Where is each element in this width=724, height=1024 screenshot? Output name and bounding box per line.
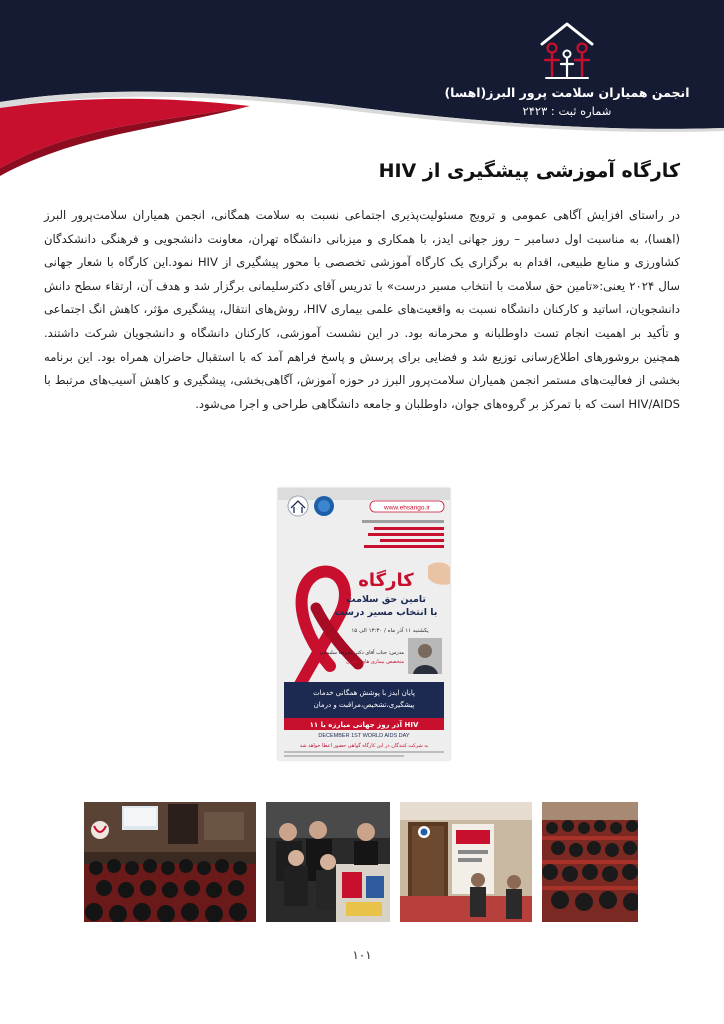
organization-logo-icon <box>534 20 600 82</box>
photo-audience <box>84 802 256 922</box>
poster-website: www.ehsango.ir <box>384 504 430 512</box>
body-paragraph: در راستای افزایش آگاهی عمومی و ترویج مسئولیت‌پذیری اجتماعی نسبت به سلامت همگانی، انجمن همیاران سلامت‌پرور البرز (اهسا)، به مناسبت اول دسامبر – روز جهانی ایدز، با همکاری و میزبانی دانشگاه تهران، معاونت دانشجویی و فرهنگی دانشکدگان کشاورزی و منابع طبیعی، اقدام به برگزاری یک کارگاه آموزشی تخصصی با محور پیشگیری از HIV نمود.این کارگاه با شعار جهانی سال ۲۰۲۴ یعنی:«تامین حق سلامت با انتخاب مسیر درست» با تدریس آقای دکترسلیمانی برگزار شد و هدف آن، ارتقاء سطح دانش دانشجویان، اساتید و کارکنان دانشگاه نسبت به واقعیت‌های علمی بیماری HIV، روش‌های انتقال، پیشگیری مؤثر، کاهش انگ اجتماعی و تأکید بر اهمیت انجام تست داوطلبانه و محرمانه بود. در این نشست آموزشی، کارکنان دانشگاه و دانشجویان شرکت داشتند. همچنین بروشورهای اطلاع‌رسانی توزیع شد و فضایی برای پرسش و پاسخ فراهم آمد که با استقبال حاضران همراه بود. این برنامه بخشی از فعالیت‌های مستمر انجمن همیاران سلامت‌پرور البرز در حوزه آموزش، آگاهی‌بخشی، پیشگیری و کاهش آسیب‌های مرتبط با HIV/AIDS است که با تمرکز بر گروه‌های جوان، داوطلبان و جامعه دانشگاهی طراحی و اجرا می‌شود. <box>44 208 680 411</box>
poster-wad: ۱۱ آذر روز جهانی مبارزه با HIV <box>309 721 419 729</box>
poster-wad-en: DECEMBER 1ST WORLD AIDS DAY <box>318 733 410 739</box>
poster-slogan-2: با انتخاب مسیر درست <box>334 607 438 618</box>
page-title: کارگاه آموزشی پیشگیری از HIV <box>378 160 680 182</box>
poster-footer: به شرکت کنندگان در این کارگاه گواهی حضور اعطا خواهد شد <box>299 743 429 749</box>
photo-seated-audience-graphic <box>542 802 638 922</box>
event-poster <box>278 488 450 760</box>
organization-name: انجمن همیاران سلامت پرور البرز(اهسا) <box>444 85 690 100</box>
photo-booth-graphic <box>400 802 532 922</box>
registration-number: شماره ثبت : ۲۴۲۳ <box>522 104 612 118</box>
photo-seated-audience <box>542 802 638 922</box>
poster-graphic <box>278 488 450 760</box>
poster-heading: کارگاه <box>358 570 414 591</box>
poster-banner-1: پایان ایدز با پوشش همگانی خدمات <box>313 689 415 697</box>
organization-brand <box>432 20 702 120</box>
poster-banner-2: پیشگیری،تشخیص،مراقبت و درمان <box>313 701 415 709</box>
poster-slogan-1: تامین حق سلامت <box>346 594 426 605</box>
poster-speaker: مدرس: جناب آقای دکتر علیرضا سلیمانی <box>319 650 404 656</box>
photo-group-graphic <box>266 802 390 922</box>
photo-group <box>266 802 390 922</box>
photo-booth <box>400 802 532 922</box>
page-number: ۱۰۱ <box>352 948 372 962</box>
poster-speaker-role: متخصص بیماری های عفونی <box>345 659 404 665</box>
poster-date: یکشنبه ۱۱ آذر ماه / ۱۳:۳۰ الی ۱۵ <box>351 628 429 634</box>
photo-audience-graphic <box>84 802 256 922</box>
